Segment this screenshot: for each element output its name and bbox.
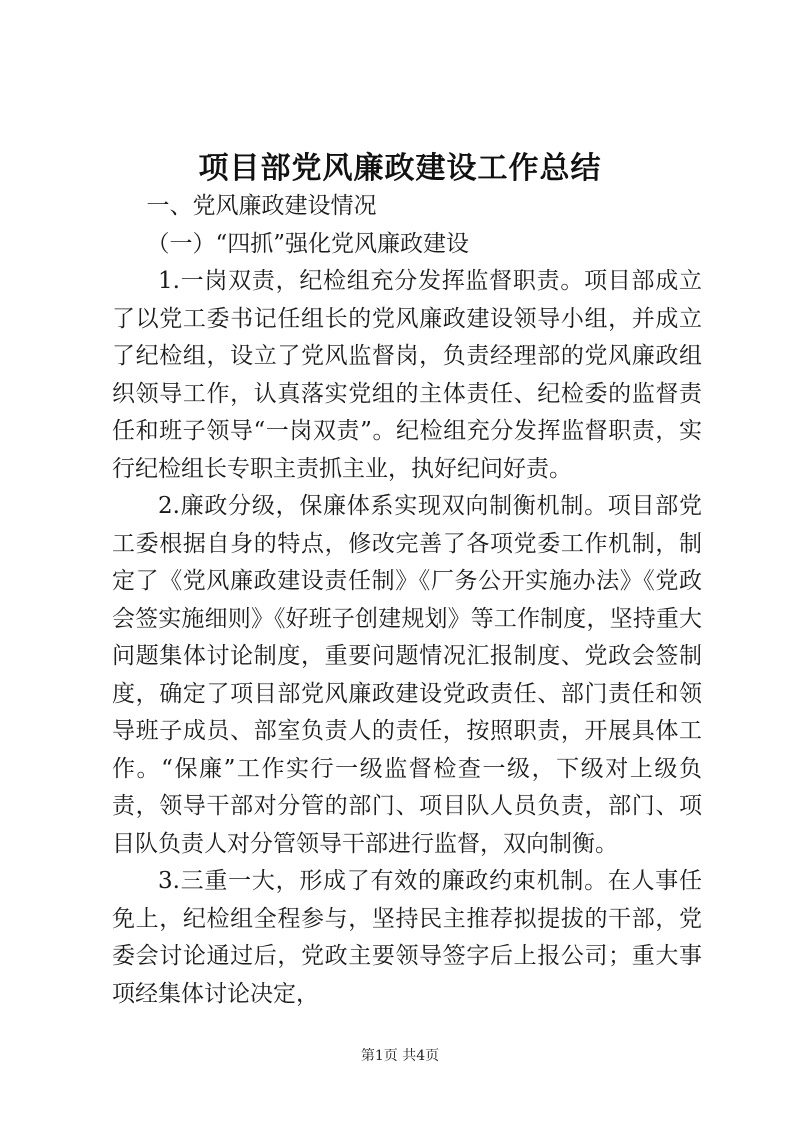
subsection-heading: （一）“四抓”强化党风廉政建设 xyxy=(146,230,470,257)
paragraph-3: 3.三重一大，形成了有效的廉政约束机制。在人事任免上，纪检组全程参与，坚持民主推荐拟提拔的干部，党委会讨论通过后，党政主要领导签字后上报公司；重大事项经集体讨论决定， xyxy=(112,868,702,1007)
paragraph-2: 2.廉政分级，保廉体系实现双向制衡机制。项目部党工委根据自身的特点，修改完善了各项党委工作机制，制定了《党风廉政建设责任制》《厂务公开实施办法》《党政会签实施细则》《好班子创建规划》等工作制度，坚持重大问题集体讨论制度，重要问题情况汇报制度、党政会签制度，确定了项目部党风廉政建设党政责任、部门责任和领导班子成员、部室负责人的责任，按照职责，开展具体工作。“保廉”工作实行一级监督检查一级，下级对上级负责，领导干部对分管的部门、项目队人员负责，部门、项目队负责人对分管领导干部进行监督，双向制衡。 xyxy=(112,493,702,857)
document-title: 项目部党风廉政建设工作总结 xyxy=(198,151,602,186)
document-body xyxy=(112,188,702,1013)
page-footer: 第1页 共4页 xyxy=(360,1048,440,1064)
paragraph-1: 1.一岗双责，纪检组充分发挥监督职责。项目部成立了以党工委书记任组长的党风廉政建设领导小组，并成立了纪检组，设立了党风监督岗，负责经理部的党风廉政组织领导工作，认真落实党组的主体责任、纪检委的监督责任和班子领导“一岗双责”。纪检组充分发挥监督职责，实行纪检组长专职主责抓主业，执好纪问好责。 xyxy=(112,268,702,482)
section-heading: 一、党风廉政建设情况 xyxy=(146,193,377,219)
